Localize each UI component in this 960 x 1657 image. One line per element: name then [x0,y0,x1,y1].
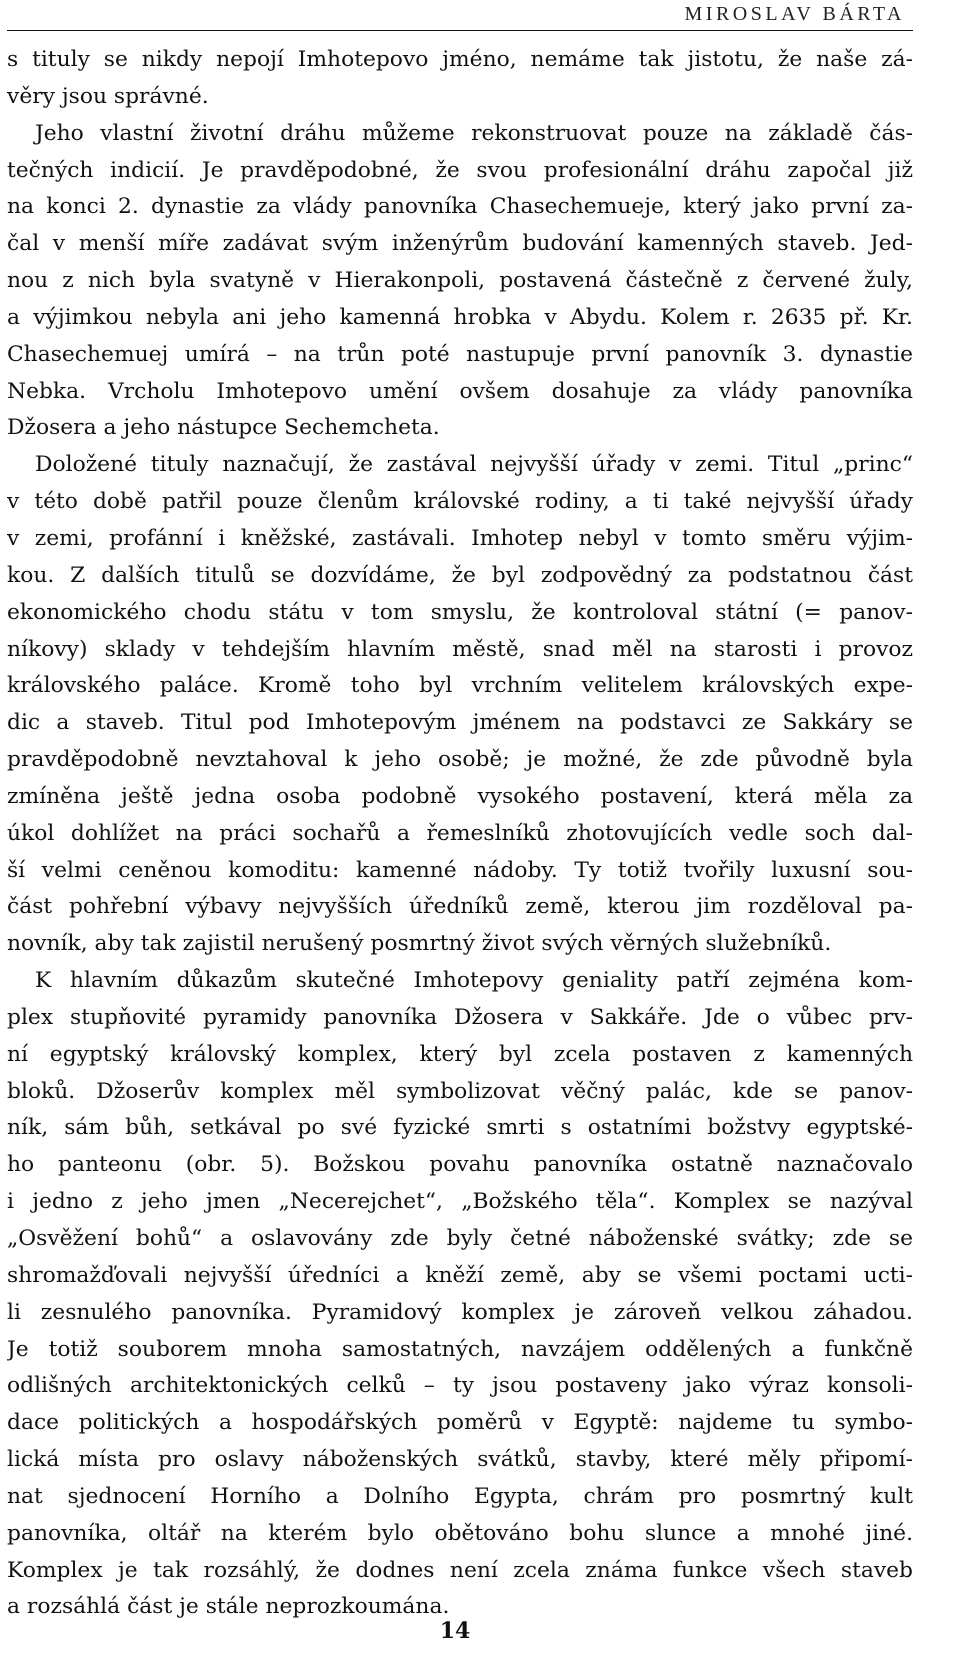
text-line: ho panteonu (obr. 5). Božskou povahu panovníka ostatně naznačovalo [7,1152,913,1178]
text-line: ší velmi ceněnou komoditu: kamenné nádoby. Ty totiž tvořily luxusní sou- [7,857,913,883]
page-number: 14 [439,1618,471,1644]
text-line: pravděpodobně nevztahoval k jeho osobě; je možné, že zde původně byla [7,747,913,773]
text-line: dace politických a hospodářských poměrů v Egyptě: najdeme tu symbo- [7,1410,913,1436]
text-line: shromažďovali nejvyšší úředníci a kněží země, aby se všemi poctami ucti- [7,1262,913,1288]
text-line: Džosera a jeho nástupce Sechemcheta. [7,415,440,441]
text-line: úkol dohlížet na práci sochařů a řemeslníků zhotovujících vedle soch dal- [7,820,913,846]
running-header [7,0,913,31]
text-line: odlišných architektonických celků – ty jsou postaveny jako výraz konsoli- [7,1373,913,1399]
text-line: na konci 2. dynastie za vlády panovníka Chasechemueje, který jako první za- [7,194,913,220]
text-line: a rozsáhlá část je stále neprozkoumána. [7,1594,450,1620]
text-line: i jedno z jeho jmen „Necerejchet“, „Božského těla“. Komplex se nazýval [7,1189,913,1215]
running-header-title: MIROSLAV BÁRTA [684,3,905,25]
text-line: níkovy) sklady v tehdejším hlavním městě, snad měl na starosti i provoz [7,636,913,662]
text-line: li zesnulého panovníka. Pyramidový komplex je zároveň velkou záhadou. [7,1299,913,1325]
text-line: věry jsou správné. [7,83,209,109]
text-line: „Osvěžení bohů“ a oslavovány zde byly četné náboženské svátky; zde se [7,1226,913,1251]
text-line: a výjimkou nebyla ani jeho kamenná hrobka v Abydu. Kolem r. 2635 př. Kr. [7,304,913,330]
text-line: K hlavním důkazům skutečné Imhotepovy geniality patří zejména kom- [35,968,913,994]
text-line: Chasechemuej umírá – na trůn poté nastupuje první panovník 3. dynastie [7,341,913,367]
body-text [7,42,913,1626]
text-line: tečných indicií. Je pravděpodobné, že svou profesionální dráhu započal již [7,157,913,183]
text-line: bloků. Džoserův komplex měl symbolizovat věčný palác, kde se panov- [7,1078,913,1104]
text-line: Je totiž souborem mnoha samostatných, navzájem oddělených a funkčně [7,1336,913,1362]
text-line: ekonomického chodu státu v tom smyslu, že kontroloval státní (= panov- [7,599,913,625]
text-line: lická místa pro oslavy náboženských svátků, stavby, které měly připomí- [7,1447,913,1473]
text-line: dic a staveb. Titul pod Imhotepovým jménem na podstavci ze Sakkáry se [7,710,913,736]
text-line: čal v menší míře zadávat svým inženýrům budování kamenných staveb. Jed- [7,231,913,257]
text-line: nat sjednocení Horního a Dolního Egypta, chrám pro posmrtný kult [7,1483,913,1509]
text-line: zmíněna ještě jedna osoba podobně vysokého postavení, která měla za [7,783,913,809]
text-line: královského paláce. Kromě toho byl vrchním velitelem královských expe- [7,673,913,699]
text-line: s tituly se nikdy nepojí Imhotepovo jméno, nemáme tak jistotu, že naše zá- [7,47,913,72]
text-line: plex stupňovité pyramidy panovníka Džosera v Sakkáře. Jde o vůbec prv- [7,1004,913,1030]
text-line: v této době patřil pouze členům královské rodiny, a ti také nejvyšší úřady [7,489,913,515]
text-line: Doložené tituly naznačují, že zastával nejvyšší úřady v zemi. Titul „princ“ [35,452,913,478]
text-line: ní egyptský královský komplex, který byl zcela postaven z kamenných [7,1041,913,1067]
text-line: část pohřební výbavy nejvyšších úředníků země, kterou jim rozděloval pa- [7,894,913,920]
text-line: ník, sám bůh, setkával po své fyzické smrti s ostatními božstvy egyptské- [7,1115,913,1141]
text-line: Komplex je tak rozsáhlý, že dodnes není zcela známa funkce všech staveb [7,1557,913,1583]
text-line: nou z nich byla svatyně v Hierakonpoli, postavená částečně z červené žuly, [7,268,913,294]
text-line: v zemi, profánní i kněžské, zastávali. Imhotep nebyl v tomto směru výjim- [7,525,913,551]
text-line: novník, aby tak zajistil nerušený posmrtný život svých věrných služebníků. [7,931,832,957]
text-line: kou. Z dalších titulů se dozvídáme, že byl zodpovědný za podstatnou část [7,562,913,588]
text-line: Nebka. Vrcholu Imhotepovo umění ovšem dosahuje za vlády panovníka [7,378,913,404]
text-line: panovníka, oltář na kterém bylo obětováno bohu slunce a mnohé jiné. [7,1520,913,1546]
text-line: Jeho vlastní životní dráhu můžeme rekonstruovat pouze na základě čás- [35,120,913,146]
